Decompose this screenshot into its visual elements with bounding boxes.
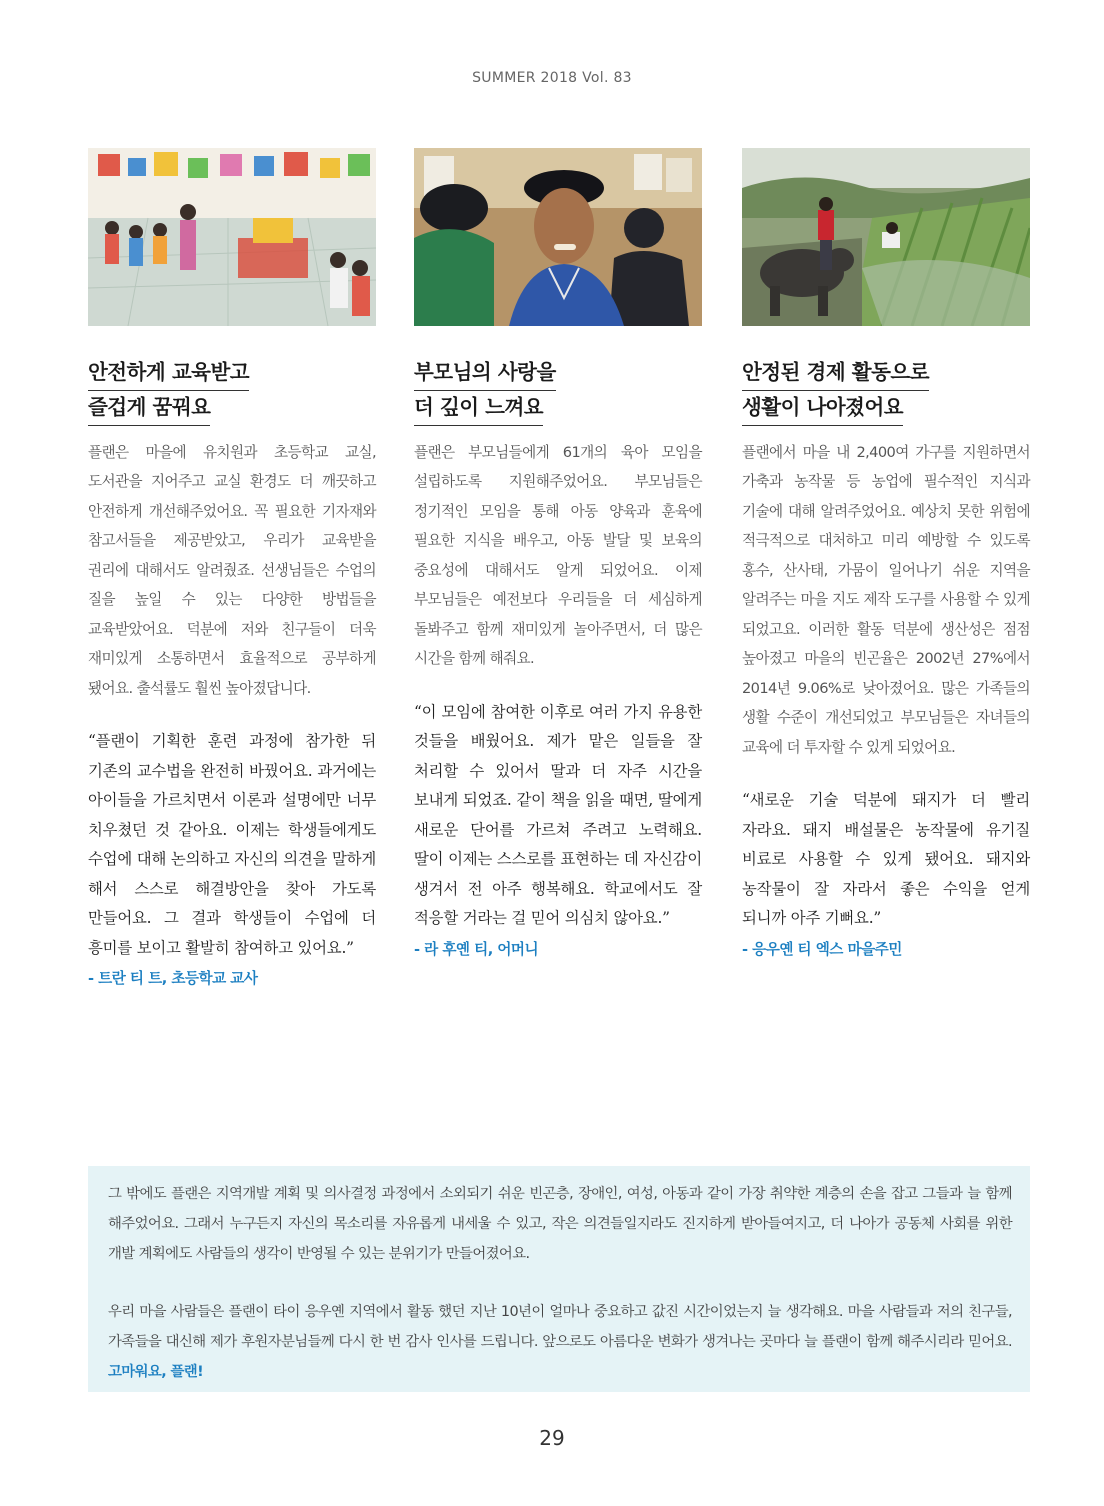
article-column-education bbox=[88, 148, 376, 988]
quote-attribution: - 트란 티 트, 초등학교 교사 bbox=[88, 970, 258, 988]
article-heading bbox=[414, 356, 702, 426]
quote-attribution: - 라 후옌 티, 어머니 bbox=[414, 940, 539, 958]
article-body: 플랜은 마을에 유치원과 초등학교 교실, 도서관을 지어주고 교실 환경도 더 깨끗하고 안전하게 개선해주었어요. 꼭 필요한 기자재와 참고서들을 제공받았고, 우리가 교육받을 권리에 대해서도 알려줬죠. 선생님들은 수업의 질을 높일 수 있는 다양한 방법들을 교육받았어요. 덕분에 저와 친구들이 더욱 재미있게 소통하면서 효율적으로 공부하게 됐어요. 출석률도 훨씬 높아졌답니다. bbox=[88, 443, 376, 697]
article-quote: “이 모임에 참여한 이후로 여러 가지 유용한 것들을 배웠어요. 제가 맡은 일들을 잘 처리할 수 있어서 딸과 더 자주 시간을 보내게 되었죠. 같이 책을 읽을 때면, 딸에게 새로운 단어를 가르쳐 주려고 노력해요. 딸이 이제는 스스로를 표현하는 데 자신감이 생겨서 전 아주 행복해요. 학교에서도 잘 적응할 거라는 걸 믿어 의심치 않아요.” bbox=[414, 702, 702, 928]
article-heading bbox=[88, 356, 376, 426]
mother-portrait-photo bbox=[414, 148, 702, 326]
article-quote: “플랜이 기획한 훈련 과정에 참가한 뒤 기존의 교수법을 완전히 바꿨어요. 과거에는 아이들을 가르치면서 이론과 설명에만 너무 치우쳤던 것 같아요. 이제는 학생들에게도 수업에 대해 논의하고 자신의 의견을 말하게 해서 스스로 해결방안을 찾아 가도록 만들어요. 그 결과 학생들이 수업에 더 흥미를 보이고 활발히 참여하고 있어요.” bbox=[88, 732, 376, 957]
farm-photo-art bbox=[742, 148, 1030, 326]
quote-attribution: - 응우옌 티 엑스 마을주민 bbox=[742, 940, 902, 958]
heading-line-2: 생활이 나아졌어요 bbox=[742, 391, 903, 426]
article-body: 플랜에서 마을 내 2,400여 가구를 지원하면서 가축과 농작물 등 농업에 필수적인 지식과 기술에 대해 알려주었어요. 예상치 못한 위험에 적극적으로 대처하고 미리 예방할 수 있도록 홍수, 산사태, 가뭄이 일어나기 쉬운 지역을 알려주는 마을 지도 제작 도구를 사용할 수 있게 되었고요. 이러한 활동 덕분에 생산성은 점점 높아졌고 마을의 빈곤율은 2002년 27%에서 2014년 9.06%로 낮아졌어요. 많은 가족들의 생활 수준이 개선되었고 부모님들은 자녀들의 교육에 더 투자할 수 있게 되었어요. bbox=[742, 443, 1030, 756]
article-column-economy bbox=[742, 148, 1030, 959]
article-body: 플랜은 부모님들에게 61개의 육아 모임을 설립하도록 지원해주었어요. 부모님들은 정기적인 모임을 통해 아동 양육과 훈육에 필요한 지식을 배우고, 아동 발달 및 보육의 중요성에 대해서도 알게 되었어요. 이제 부모님들은 예전보다 우리들을 더 세심하게 돌봐주고 함께 재미있게 놀아주면서, 더 많은 시간을 함께 해줘요. bbox=[414, 443, 702, 668]
farm-photo bbox=[742, 148, 1030, 326]
classroom-photo-art bbox=[88, 148, 376, 326]
heading-line-2: 더 깊이 느껴요 bbox=[414, 391, 543, 426]
summary-box bbox=[88, 1166, 1030, 1392]
heading-line-2: 즐겁게 꿈꿔요 bbox=[88, 391, 210, 426]
mother-portrait-art bbox=[414, 148, 702, 326]
summary-paragraph-1: 그 밖에도 플랜은 지역개발 계획 및 의사결정 과정에서 소외되기 쉬운 빈곤층, 장애인, 여성, 아동과 같이 가장 취약한 계층의 손을 잡고 그들과 늘 함께 해주었어요. 그래서 누구든지 자신의 목소리를 자유롭게 내세울 수 있고, 작은 의견들일지라도 진지하게 받아들여지고, 더 나아가 공동체 사회를 위한 개발 계획에도 사람들의 생각이 반영될 수 있는 분위기가 만들어졌어요. bbox=[108, 1186, 1012, 1262]
heading-line-1: 부모님의 사랑을 bbox=[414, 356, 556, 391]
summary-paragraph-2-text: 우리 마을 사람들은 플랜이 타이 응우옌 지역에서 활동 했던 지난 10년이 얼마나 중요하고 값진 시간이었는지 늘 생각해요. 마을 사람들과 저의 친구들, 가족들을 대신해 제가 후원자분님들께 다시 한 번 감사 인사를 드립니다. 앞으로도 아름다운 변화가 생겨나는 곳마다 늘 플랜이 함께 해주시리라 믿어요. bbox=[108, 1304, 1012, 1351]
heading-line-1: 안정된 경제 활동으로 bbox=[742, 356, 929, 391]
issue-header: SUMMER 2018 Vol. 83 bbox=[472, 70, 632, 86]
summary-paragraph-2 bbox=[108, 1298, 1012, 1387]
heading-line-1: 안전하게 교육받고 bbox=[88, 356, 249, 391]
article-column-parents bbox=[414, 148, 702, 959]
classroom-photo bbox=[88, 148, 376, 326]
thanks-highlight: 고마워요, 플랜! bbox=[108, 1363, 204, 1380]
article-heading bbox=[742, 356, 1030, 426]
page-number: 29 bbox=[539, 1426, 565, 1450]
article-quote: “새로운 기술 덕분에 돼지가 더 빨리 자라요. 돼지 배설물은 농작물에 유기질 비료로 사용할 수 있게 됐어요. 돼지와 농작물이 잘 자라서 좋은 수익을 얻게 되니까 아주 기뻐요.” bbox=[742, 791, 1030, 928]
